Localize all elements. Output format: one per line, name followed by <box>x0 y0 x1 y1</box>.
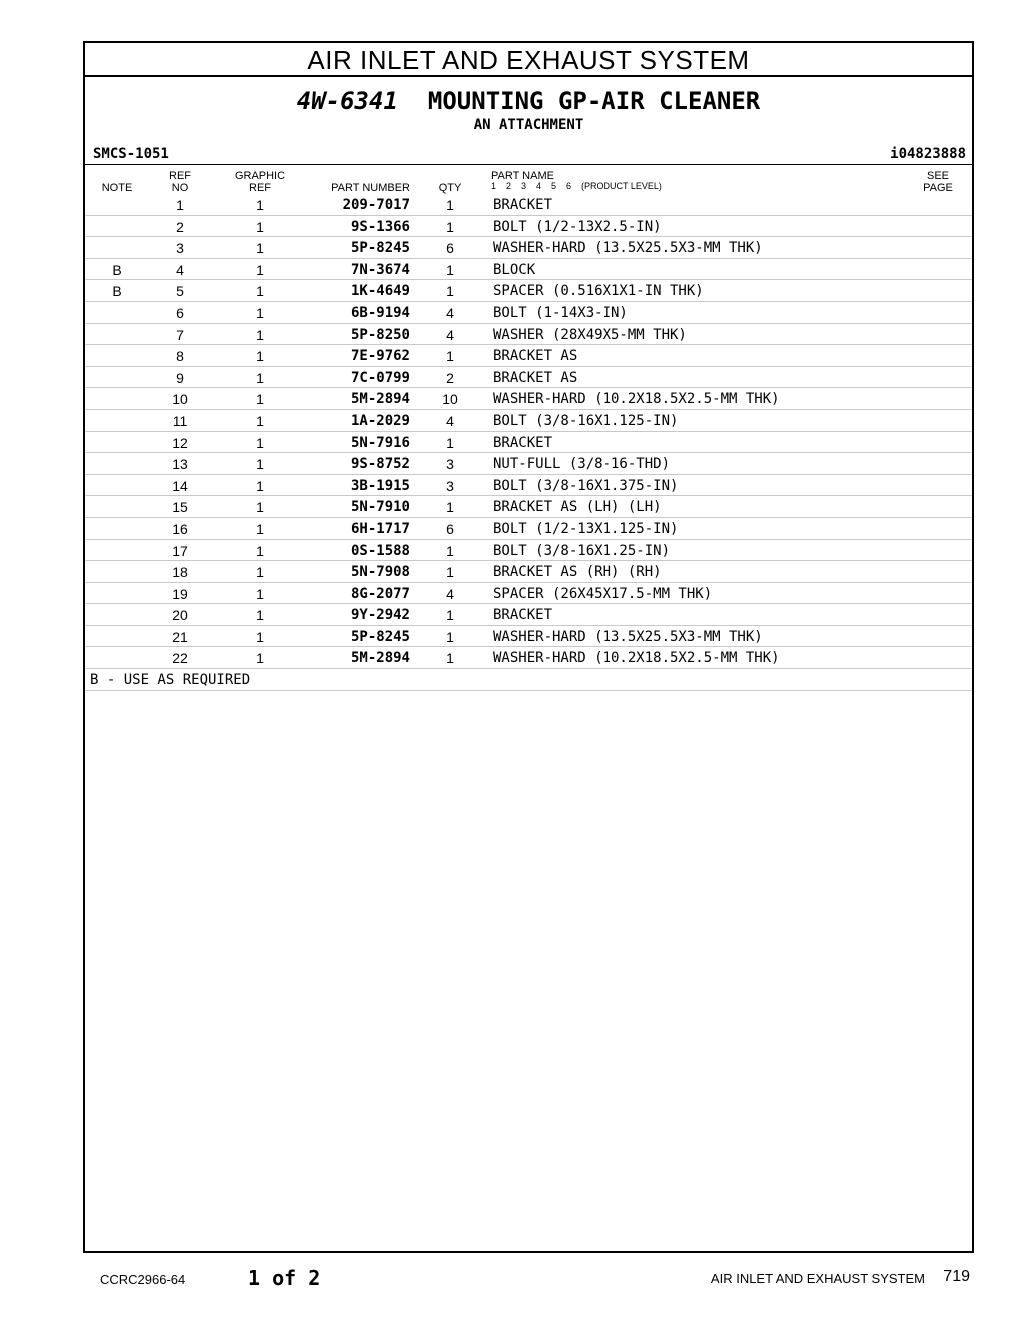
table-row <box>85 388 972 410</box>
header-divider <box>85 164 972 165</box>
col-graphic-label-1: GRAPHIC <box>234 170 286 182</box>
table-row <box>85 540 972 562</box>
graphic-ref-cell: 1 <box>256 348 264 365</box>
part-number-cell: 3B-1915 <box>350 477 410 494</box>
qty-cell: 4 <box>446 326 454 343</box>
qty-cell: 1 <box>446 499 454 516</box>
part-name-cell: BRACKET AS <box>493 348 578 365</box>
part-name-cell: BRACKET AS (RH) (RH) <box>493 564 662 581</box>
part-number-cell: 1A-2029 <box>350 412 410 429</box>
part-name-cell: BOLT (3/8-16X1.375-IN) <box>493 477 679 494</box>
ref-no-cell: 10 <box>172 391 188 408</box>
qty-cell: 6 <box>446 520 454 537</box>
group-number: 4W-6341 <box>296 87 398 115</box>
col-ref-header <box>160 170 200 194</box>
col-part-number-header: PART NUMBER <box>331 182 410 194</box>
graphic-ref-cell: 1 <box>256 477 264 494</box>
table-row <box>85 432 972 454</box>
table-row <box>85 518 972 540</box>
table-row <box>85 216 972 238</box>
graphic-ref-cell: 1 <box>256 261 264 278</box>
table-row <box>85 302 972 324</box>
part-name-cell: BOLT (1/2-13X1.125-IN) <box>493 520 679 537</box>
ref-no-cell: 3 <box>176 240 184 257</box>
qty-cell: 1 <box>446 607 454 624</box>
ref-no-cell: 6 <box>176 304 184 321</box>
qty-cell: 1 <box>446 564 454 581</box>
graphic-ref-cell: 1 <box>256 391 264 408</box>
col-see-label-1: SEE <box>926 170 949 182</box>
graphic-ref-cell: 1 <box>256 520 264 537</box>
part-number-cell: 5N-7908 <box>350 564 410 581</box>
footer-section: AIR INLET AND EXHAUST SYSTEM <box>710 1271 925 1286</box>
ref-no-cell: 20 <box>172 607 188 624</box>
graphic-ref-cell: 1 <box>256 412 264 429</box>
graphic-ref-cell: 1 <box>256 456 264 473</box>
qty-cell: 10 <box>442 391 458 408</box>
qty-cell: 6 <box>446 240 454 257</box>
ref-no-cell: 22 <box>172 650 188 667</box>
table-row <box>85 410 972 432</box>
graphic-ref-cell: 1 <box>256 607 264 624</box>
col-graphic-ref-header <box>225 170 295 194</box>
ref-no-cell: 1 <box>176 197 184 213</box>
table-row <box>85 280 972 302</box>
part-name-cell: BOLT (1/2-13X2.5-IN) <box>493 218 662 235</box>
ref-no-cell: 7 <box>176 326 184 343</box>
part-name-cell: BRACKET <box>493 434 553 451</box>
part-number-cell: 9S-8752 <box>350 456 410 473</box>
graphic-ref-cell: 1 <box>256 218 264 235</box>
part-name-cell: WASHER-HARD (13.5X25.5X3-MM THK) <box>493 240 763 257</box>
part-number-cell: 5P-8250 <box>350 326 410 343</box>
qty-cell: 4 <box>446 585 454 602</box>
note-text: B - USE AS REQUIRED <box>90 672 251 689</box>
part-name-cell: NUT-FULL (3/8-16-THD) <box>493 456 671 473</box>
graphic-ref-cell: 1 <box>256 326 264 343</box>
col-note-header: NOTE <box>101 182 133 194</box>
ref-no-cell: 14 <box>172 477 188 494</box>
col-qty-header: QTY <box>438 182 462 194</box>
graphic-ref-cell: 1 <box>256 304 264 321</box>
part-number-cell: 5M-2894 <box>350 391 410 408</box>
part-number-cell: 209-7017 <box>342 197 410 213</box>
qty-cell: 4 <box>446 412 454 429</box>
qty-cell: 1 <box>446 542 454 559</box>
qty-cell: 1 <box>446 628 454 645</box>
part-name-cell: SPACER (0.516X1X1-IN THK) <box>493 283 704 300</box>
part-number-cell: 9Y-2942 <box>350 607 410 624</box>
col-ref-label-2: NO <box>171 182 189 194</box>
table-row <box>85 475 972 497</box>
group-title <box>85 87 972 115</box>
col-product-level-header: 1 2 3 4 5 6 (PRODUCT LEVEL) <box>491 181 662 191</box>
part-number-cell: 5P-8245 <box>350 628 410 645</box>
qty-cell: 4 <box>446 304 454 321</box>
part-number-cell: 6B-9194 <box>350 304 410 321</box>
col-part-name-header: PART NAME <box>491 170 554 182</box>
catalog-number: CCRC2966-64 <box>100 1272 186 1287</box>
page-frame <box>83 41 974 1253</box>
ref-no-cell: 11 <box>172 412 188 429</box>
part-name-cell: WASHER-HARD (10.2X18.5X2.5-MM THK) <box>493 650 780 667</box>
group-name: MOUNTING GP-AIR CLEANER <box>427 87 761 115</box>
part-number-cell: 5N-7910 <box>350 499 410 516</box>
part-name-cell: BOLT (3/8-16X1.25-IN) <box>493 542 671 559</box>
graphic-ref-cell: 1 <box>256 283 264 300</box>
part-name-cell: WASHER-HARD (13.5X25.5X3-MM THK) <box>493 628 763 645</box>
table-row <box>85 237 972 259</box>
graphic-ref-cell: 1 <box>256 197 264 213</box>
note-row <box>85 669 972 691</box>
table-row <box>85 647 972 669</box>
part-number-cell: 7C-0799 <box>350 369 410 386</box>
part-number-cell: 8G-2077 <box>350 585 410 602</box>
part-name-cell: BRACKET <box>493 607 553 624</box>
graphic-ref-cell: 1 <box>256 564 264 581</box>
graphic-ref-cell: 1 <box>256 240 264 257</box>
qty-cell: 1 <box>446 348 454 365</box>
part-number-cell: 9S-1366 <box>350 218 410 235</box>
graphic-ref-cell: 1 <box>256 369 264 386</box>
qty-cell: 1 <box>446 650 454 667</box>
table-row <box>85 367 972 389</box>
table-row <box>85 583 972 605</box>
part-number-cell: 5P-8245 <box>350 240 410 257</box>
table-row <box>85 453 972 475</box>
graphic-ref-cell: 1 <box>256 434 264 451</box>
ref-no-cell: 2 <box>176 218 184 235</box>
part-number-cell: 5M-2894 <box>350 650 410 667</box>
parts-table <box>85 194 972 691</box>
part-name-cell: BRACKET <box>493 197 553 213</box>
ref-no-cell: 5 <box>176 283 184 300</box>
document-id: i04823888 <box>890 146 966 162</box>
ref-no-cell: 13 <box>172 456 188 473</box>
table-row <box>85 561 972 583</box>
col-graphic-label-2: REF <box>249 182 271 194</box>
part-name-cell: BLOCK <box>493 261 536 278</box>
table-row <box>85 604 972 626</box>
part-number-cell: 7N-3674 <box>350 261 410 278</box>
note-cell: B <box>112 283 122 300</box>
ref-no-cell: 16 <box>172 520 188 537</box>
ref-no-cell: 19 <box>172 585 188 602</box>
graphic-ref-cell: 1 <box>256 585 264 602</box>
qty-cell: 1 <box>446 218 454 235</box>
qty-cell: 1 <box>446 197 454 213</box>
part-number-cell: 6H-1717 <box>350 520 410 537</box>
page-of: 1 of 2 <box>248 1266 321 1290</box>
ref-no-cell: 4 <box>176 261 184 278</box>
part-name-cell: SPACER (26X45X17.5-MM THK) <box>493 585 713 602</box>
table-row <box>85 626 972 648</box>
ref-no-cell: 9 <box>176 369 184 386</box>
subtitle: AN ATTACHMENT <box>473 117 584 133</box>
part-number-cell: 0S-1588 <box>350 542 410 559</box>
table-row <box>85 345 972 367</box>
ref-no-cell: 21 <box>172 628 188 645</box>
part-name-cell: WASHER-HARD (10.2X18.5X2.5-MM THK) <box>493 391 780 408</box>
table-row <box>85 496 972 518</box>
graphic-ref-cell: 1 <box>256 650 264 667</box>
table-row <box>85 194 972 216</box>
col-see-page-header <box>913 170 963 194</box>
ref-no-cell: 18 <box>172 564 188 581</box>
ref-no-cell: 15 <box>172 499 188 516</box>
qty-cell: 1 <box>446 283 454 300</box>
qty-cell: 2 <box>446 369 454 386</box>
part-number-cell: 1K-4649 <box>350 283 410 300</box>
part-number-cell: 5N-7916 <box>350 434 410 451</box>
graphic-ref-cell: 1 <box>256 499 264 516</box>
graphic-ref-cell: 1 <box>256 542 264 559</box>
graphic-ref-cell: 1 <box>256 628 264 645</box>
table-row <box>85 324 972 346</box>
col-ref-label-1: REF <box>169 170 191 182</box>
ref-no-cell: 12 <box>172 434 188 451</box>
col-page-label-2: PAGE <box>923 182 953 194</box>
table-row <box>85 259 972 281</box>
note-cell: B <box>112 261 122 278</box>
page-number: 719 <box>943 1268 970 1285</box>
system-title: AIR INLET AND EXHAUST SYSTEM <box>85 43 972 77</box>
part-number-cell: 7E-9762 <box>350 348 410 365</box>
ref-no-cell: 17 <box>172 542 188 559</box>
ref-no-cell: 8 <box>176 348 184 365</box>
part-name-cell: BOLT (1-14X3-IN) <box>493 304 628 321</box>
part-name-cell: BRACKET AS (LH) (LH) <box>493 499 662 516</box>
part-name-cell: WASHER (28X49X5-MM THK) <box>493 326 687 343</box>
part-name-cell: BOLT (3/8-16X1.125-IN) <box>493 412 679 429</box>
qty-cell: 3 <box>446 456 454 473</box>
smcs-code: SMCS-1051 <box>93 146 169 162</box>
qty-cell: 3 <box>446 477 454 494</box>
qty-cell: 1 <box>446 434 454 451</box>
qty-cell: 1 <box>446 261 454 278</box>
part-name-cell: BRACKET AS <box>493 369 578 386</box>
